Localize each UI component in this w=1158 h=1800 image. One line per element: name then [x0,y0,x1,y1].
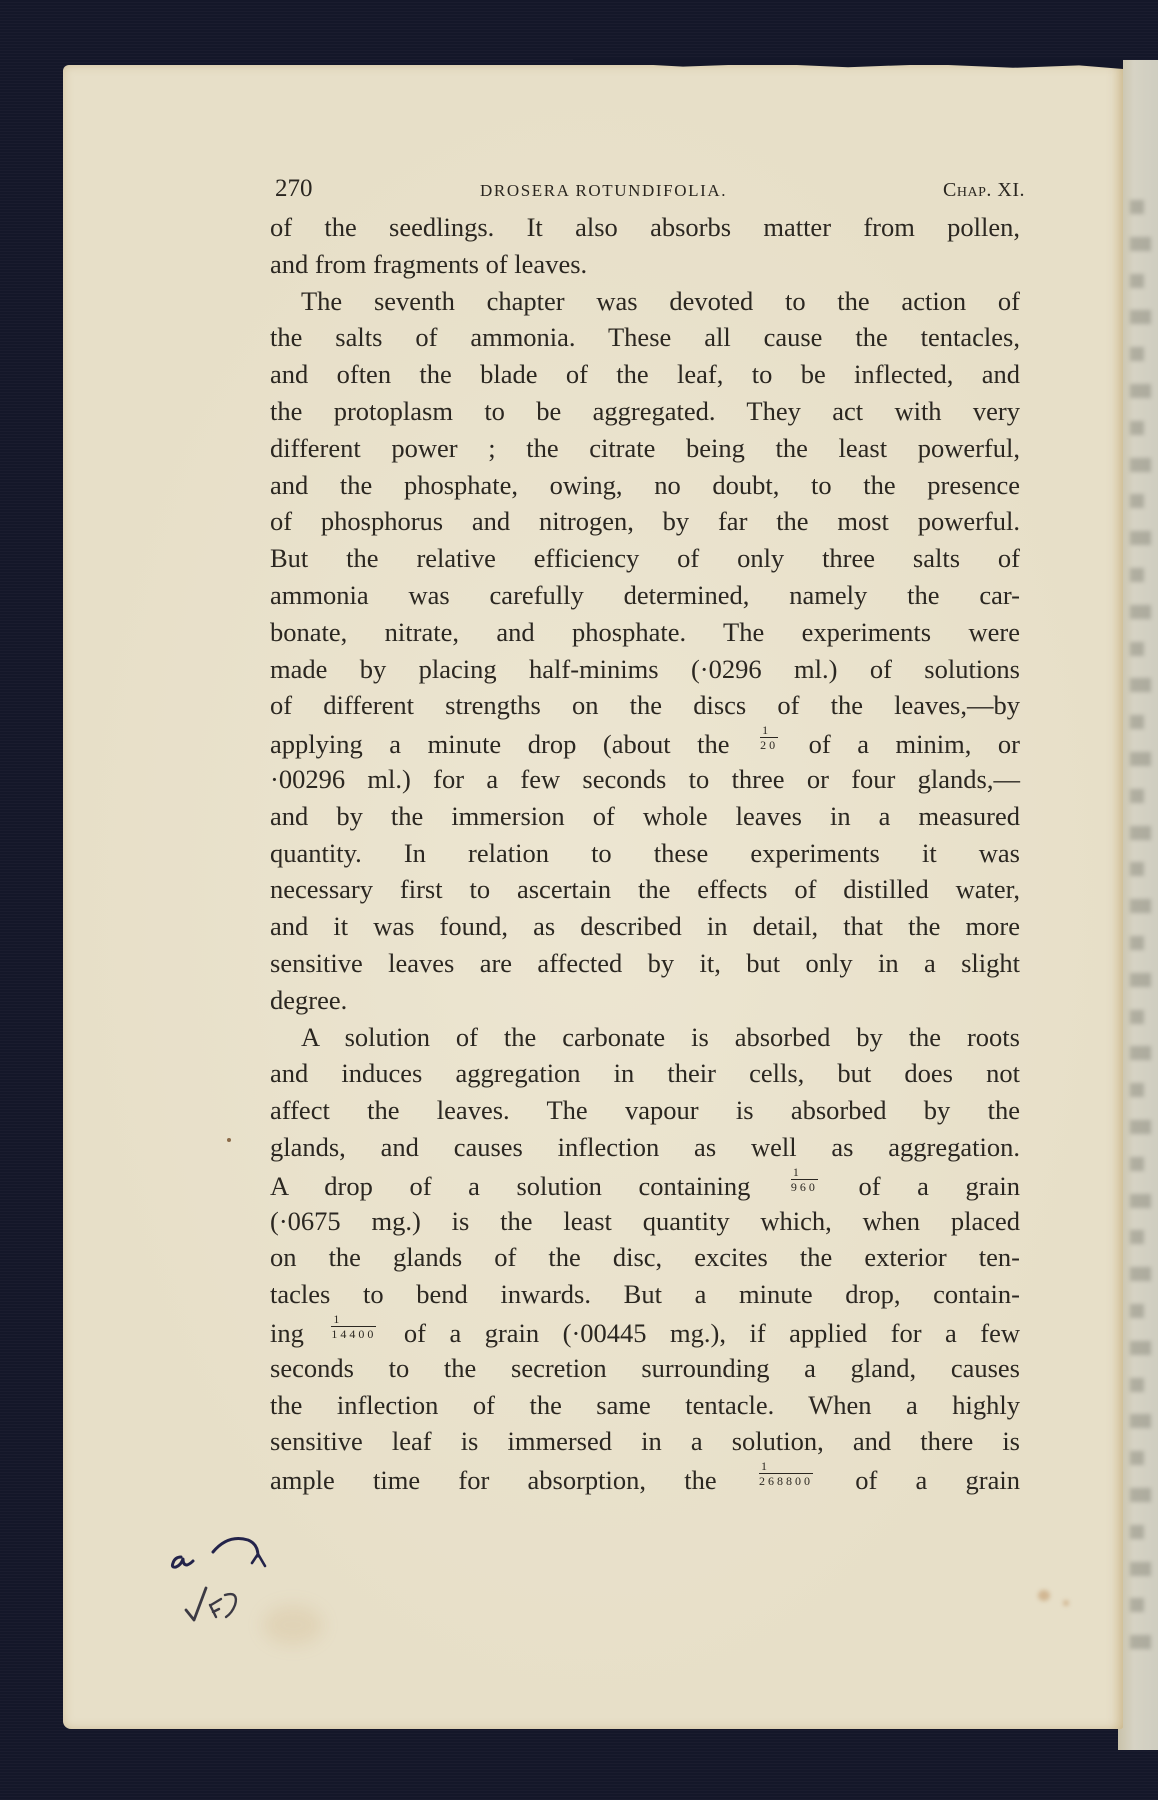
adjacent-page-text-ghost [1130,715,1144,729]
pen-check-mark [186,1588,206,1620]
adjacent-page-text-ghost [1130,1230,1144,1244]
adjacent-page-text-ghost [1130,789,1144,803]
text-line: and induces aggregation in their cells, but does not [270,1058,1020,1089]
adjacent-page-text-ghost [1130,899,1151,913]
text-line: and from fragments of leaves. [270,248,588,279]
handwritten-annotation [163,1535,303,1645]
text-segment: of a minim, or [808,729,1021,760]
text-segment: A drop of a solution containing [270,1170,751,1201]
text-segment: applying a minute drop (about the [270,729,730,760]
adjacent-page-text-ghost [1130,531,1151,545]
text-line: different power ; the citrate being the least powerful, [270,432,1020,463]
fraction-numerator: 1 [759,1460,813,1474]
text-line: A solution of the carbonate is absorbed by the roots [301,1021,1020,1052]
adjacent-page-text-ghost [1130,1341,1151,1355]
adjacent-page-text-ghost [1130,310,1151,324]
adjacent-page-text-ghost [1130,384,1151,398]
text-line: and it was found, as described in detail, that the more [270,911,1020,942]
adjacent-page-text-ghost [1130,1378,1144,1392]
text-line: ammonia was carefully determined, namely the car- [270,579,1020,610]
pen-caret [252,1554,265,1566]
adjacent-page-text-ghost [1130,1267,1151,1281]
fraction-denominator: 14400 [331,1326,377,1341]
foxing-stain [1038,1590,1050,1601]
adjacent-page-text-ghost [1130,1010,1144,1024]
text-line: bonate, nitrate, and phosphate. The experiments were [270,616,1020,647]
adjacent-page-text-ghost [1130,421,1144,435]
adjacent-page-text-ghost [1130,1562,1151,1576]
adjacent-page-text-ghost [1130,973,1151,987]
chapter-label: Chap. XI. [943,179,1025,201]
text-line: of different strengths on the discs of the leaves,—by [270,690,1020,721]
book-page [63,65,1123,1729]
adjacent-page-text-ghost [1130,1414,1151,1428]
body-text [270,209,1020,1497]
text-segment: of a grain [855,1465,1021,1496]
adjacent-page-text-ghost [1130,237,1151,251]
text-line [270,1313,1020,1350]
torn-top-edge [573,57,1123,69]
adjacent-page-text-ghost [1130,200,1144,214]
text-line: the salts of ammonia. These all cause the tentacles, [270,322,1020,353]
fraction-denominator: 268800 [758,1474,813,1489]
text-line: on the glands of the disc, excites the exterior ten- [270,1242,1020,1273]
fraction-numerator: 1 [791,1166,818,1180]
text-line: But the relative efficiency of only three salts of [270,543,1020,574]
text-line: glands, and causes inflection as well as aggregation. [270,1131,1020,1162]
text-line: of phosphorus and nitrogen, by far the most powerful. [270,506,1020,537]
fraction-numerator: 1 [331,1313,376,1327]
text-line: sensitive leaf is immersed in a solution, and there is [270,1426,1020,1457]
fraction [331,1313,376,1340]
text-segment: of a grain (·00445 mg.), if applied for a few [403,1317,1021,1348]
text-line: degree. [270,984,348,1015]
adjacent-page-text-ghost [1130,274,1144,288]
text-line: ·00296 ml.) for a few seconds to three or four glands,— [270,763,1020,794]
fraction-denominator: 20 [760,738,779,753]
adjacent-page-text-ghost [1130,1451,1144,1465]
fraction-numerator: 1 [760,724,778,738]
adjacent-page-text-ghost [1130,568,1144,582]
adjacent-page-text-ghost [1130,1525,1144,1539]
text-line: and often the blade of the leaf, to be inflected, and [270,359,1020,390]
adjacent-page-text-ghost [1130,862,1144,876]
text-line [270,1166,1020,1203]
foxing-stain [1063,1600,1069,1606]
text-line: (·0675 mg.) is the least quantity which, when placed [270,1205,1020,1236]
pen-initials [210,1594,236,1617]
fraction [759,1460,813,1487]
adjacent-page-text-ghost [1130,1046,1151,1060]
handwritten-annotation-text: a √FD [163,1535,166,1536]
adjacent-page-text-ghost [1130,605,1151,619]
adjacent-page-text-ghost [1130,1120,1151,1134]
adjacent-page-text-ghost [1130,1083,1144,1097]
adjacent-page-text-ghost [1130,678,1151,692]
adjacent-page-text-ghost [1130,826,1151,840]
adjacent-page-text-ghost [1130,1194,1151,1208]
pen-insertion-arc [213,1539,258,1557]
text-line: tacles to bend inwards. But a minute drop, contain- [270,1279,1020,1310]
adjacent-page-text-ghost [1130,494,1144,508]
adjacent-page-text-ghost [1130,642,1144,656]
adjacent-page-edge [1118,60,1158,1750]
text-line: the protoplasm to be aggregated. They act with very [270,395,1020,426]
fraction [760,724,778,751]
adjacent-page-text-ghost [1130,1635,1151,1649]
adjacent-page-text-ghost [1130,1304,1144,1318]
text-line: and by the immersion of whole leaves in a measured [270,800,1020,831]
text-segment: ample time for absorption, the [270,1465,717,1496]
adjacent-page-text-ghost [1130,1488,1151,1502]
adjacent-page-text-ghost [1130,458,1151,472]
text-line: The seventh chapter was devoted to the action of [301,285,1020,316]
adjacent-page-text-ghost [1130,1598,1144,1612]
text-segment: ing [270,1317,304,1348]
text-line: seconds to the secretion surrounding a gland, causes [270,1352,1020,1383]
text-line: and the phosphate, owing, no doubt, to the presence [270,469,1020,500]
margin-dot [227,1138,231,1142]
adjacent-page-text-ghost [1130,347,1144,361]
text-line: quantity. In relation to these experiments it was [270,837,1020,868]
text-segment: of a grain [858,1170,1020,1201]
text-line [270,1460,1020,1497]
text-line: the inflection of the same tentacle. When a highly [270,1389,1020,1420]
text-line [270,724,1020,761]
adjacent-page-text-ghost [1130,936,1144,950]
adjacent-page-text-ghost [1130,752,1151,766]
fraction [791,1166,818,1193]
fraction-denominator: 960 [790,1179,818,1194]
text-line: affect the leaves. The vapour is absorbed by the [270,1095,1020,1126]
text-line: of the seedlings. It also absorbs matter from pollen, [270,212,1020,242]
running-title: DROSERA ROTUNDIFOLIA. [480,181,728,200]
text-line: made by placing half-minims (·0296 ml.) of solutions [270,653,1020,684]
text-line: necessary first to ascertain the effects of distilled water, [270,874,1020,905]
adjacent-page-text-ghost [1130,1157,1144,1171]
page-number: 270 [275,175,313,202]
text-line: sensitive leaves are affected by it, but only in a slight [270,947,1020,978]
pen-letter-a [172,1557,193,1567]
